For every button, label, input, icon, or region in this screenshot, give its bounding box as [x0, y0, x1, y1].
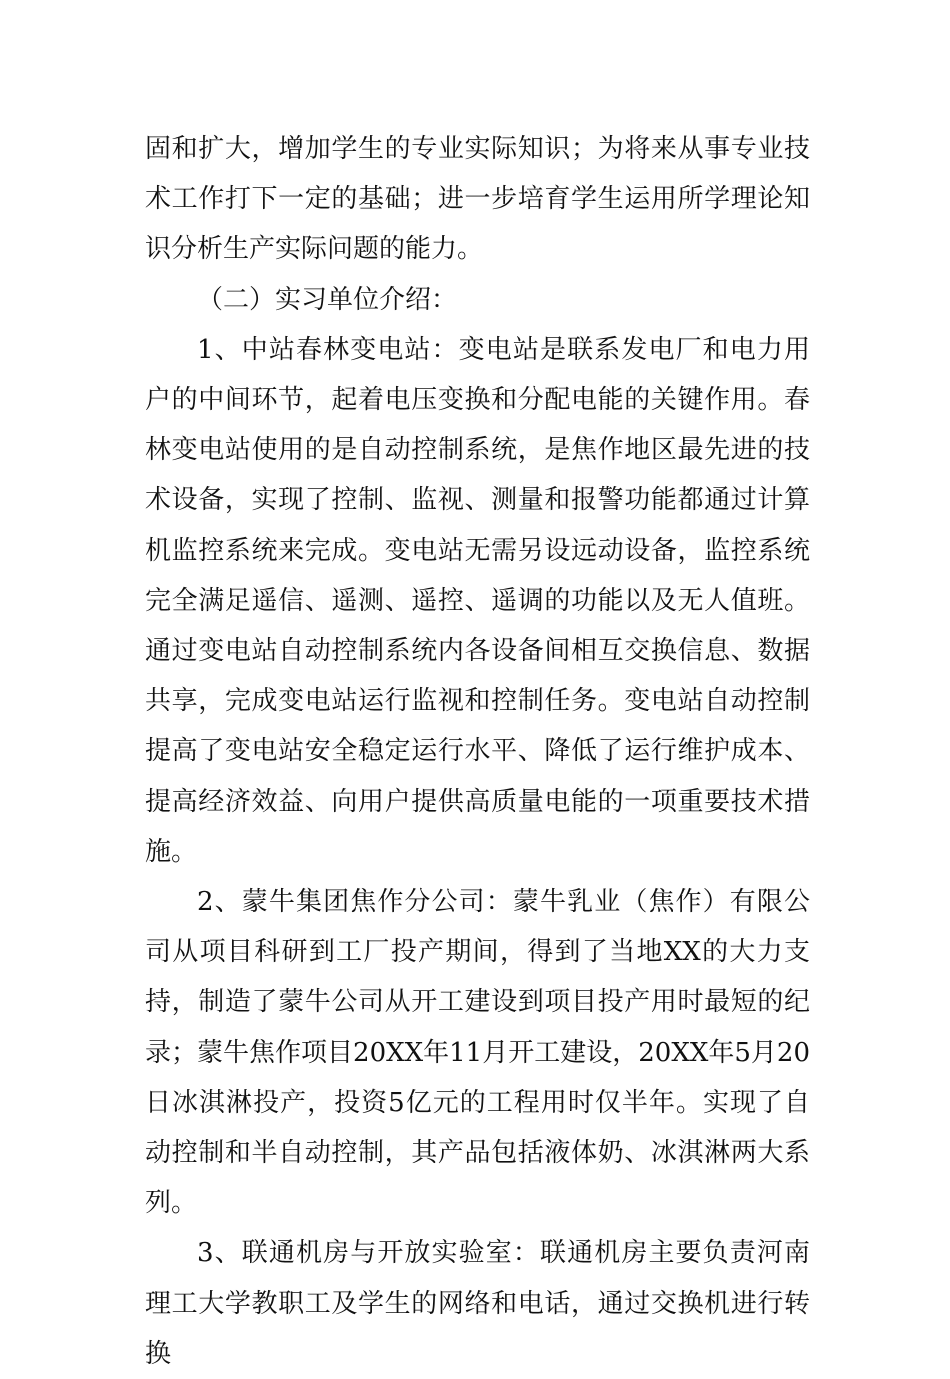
section-heading: （二）实习单位介绍： [197, 284, 458, 315]
paragraph-unit-1: 1、中站春林变电站：变电站是联系发电厂和电力用户的中间环节，起着电压变换和分配电能的关键作用。春林变电站使用的是自动控制系统，是焦作地区最先进的技术设备，实现了控制、监视、测量和报警功能都通过计算机监控系统来完成。变电站无需另设远动设备，监控系统完全满足遥信、遥测、遥控、遥调的功能以及无人值班。通过变电站自动控制系统内各设备间相互交换信息、数据共享，完成变电站运行监视和控制任务。变电站自动控制提高了变电站安全稳定运行水平、降低了运行维护成本、提高经济效益、向用户提供高质量电能的一项重要技术措施。 [145, 334, 810, 867]
paragraph-unit-2: 2、蒙牛集团焦作分公司：蒙牛乳业（焦作）有限公司从项目科研到工厂投产期间，得到了当地XX的大力支持，制造了蒙牛公司从开工建设到项目投产用时最短的纪录；蒙牛焦作项目20XX年11月开工建设，20XX年5月20日冰淇淋投产，投资5亿元的工程用时仅半年。实现了自动控制和半自动控制，其产品包括液体奶、冰淇淋两大系列。 [145, 887, 810, 1219]
paragraph-unit-3: 3、联通机房与开放实验室：联通机房主要负责河南理工大学教职工及学生的网络和电话，通过交换机进行转换 [145, 1238, 810, 1369]
paragraph-intro-continuation: 固和扩大，增加学生的专业实际知识；为将来从事专业技术工作打下一定的基础；进一步培育学生运用所学理论知识分析生产实际问题的能力。 [145, 134, 810, 265]
body-text [145, 124, 810, 1379]
